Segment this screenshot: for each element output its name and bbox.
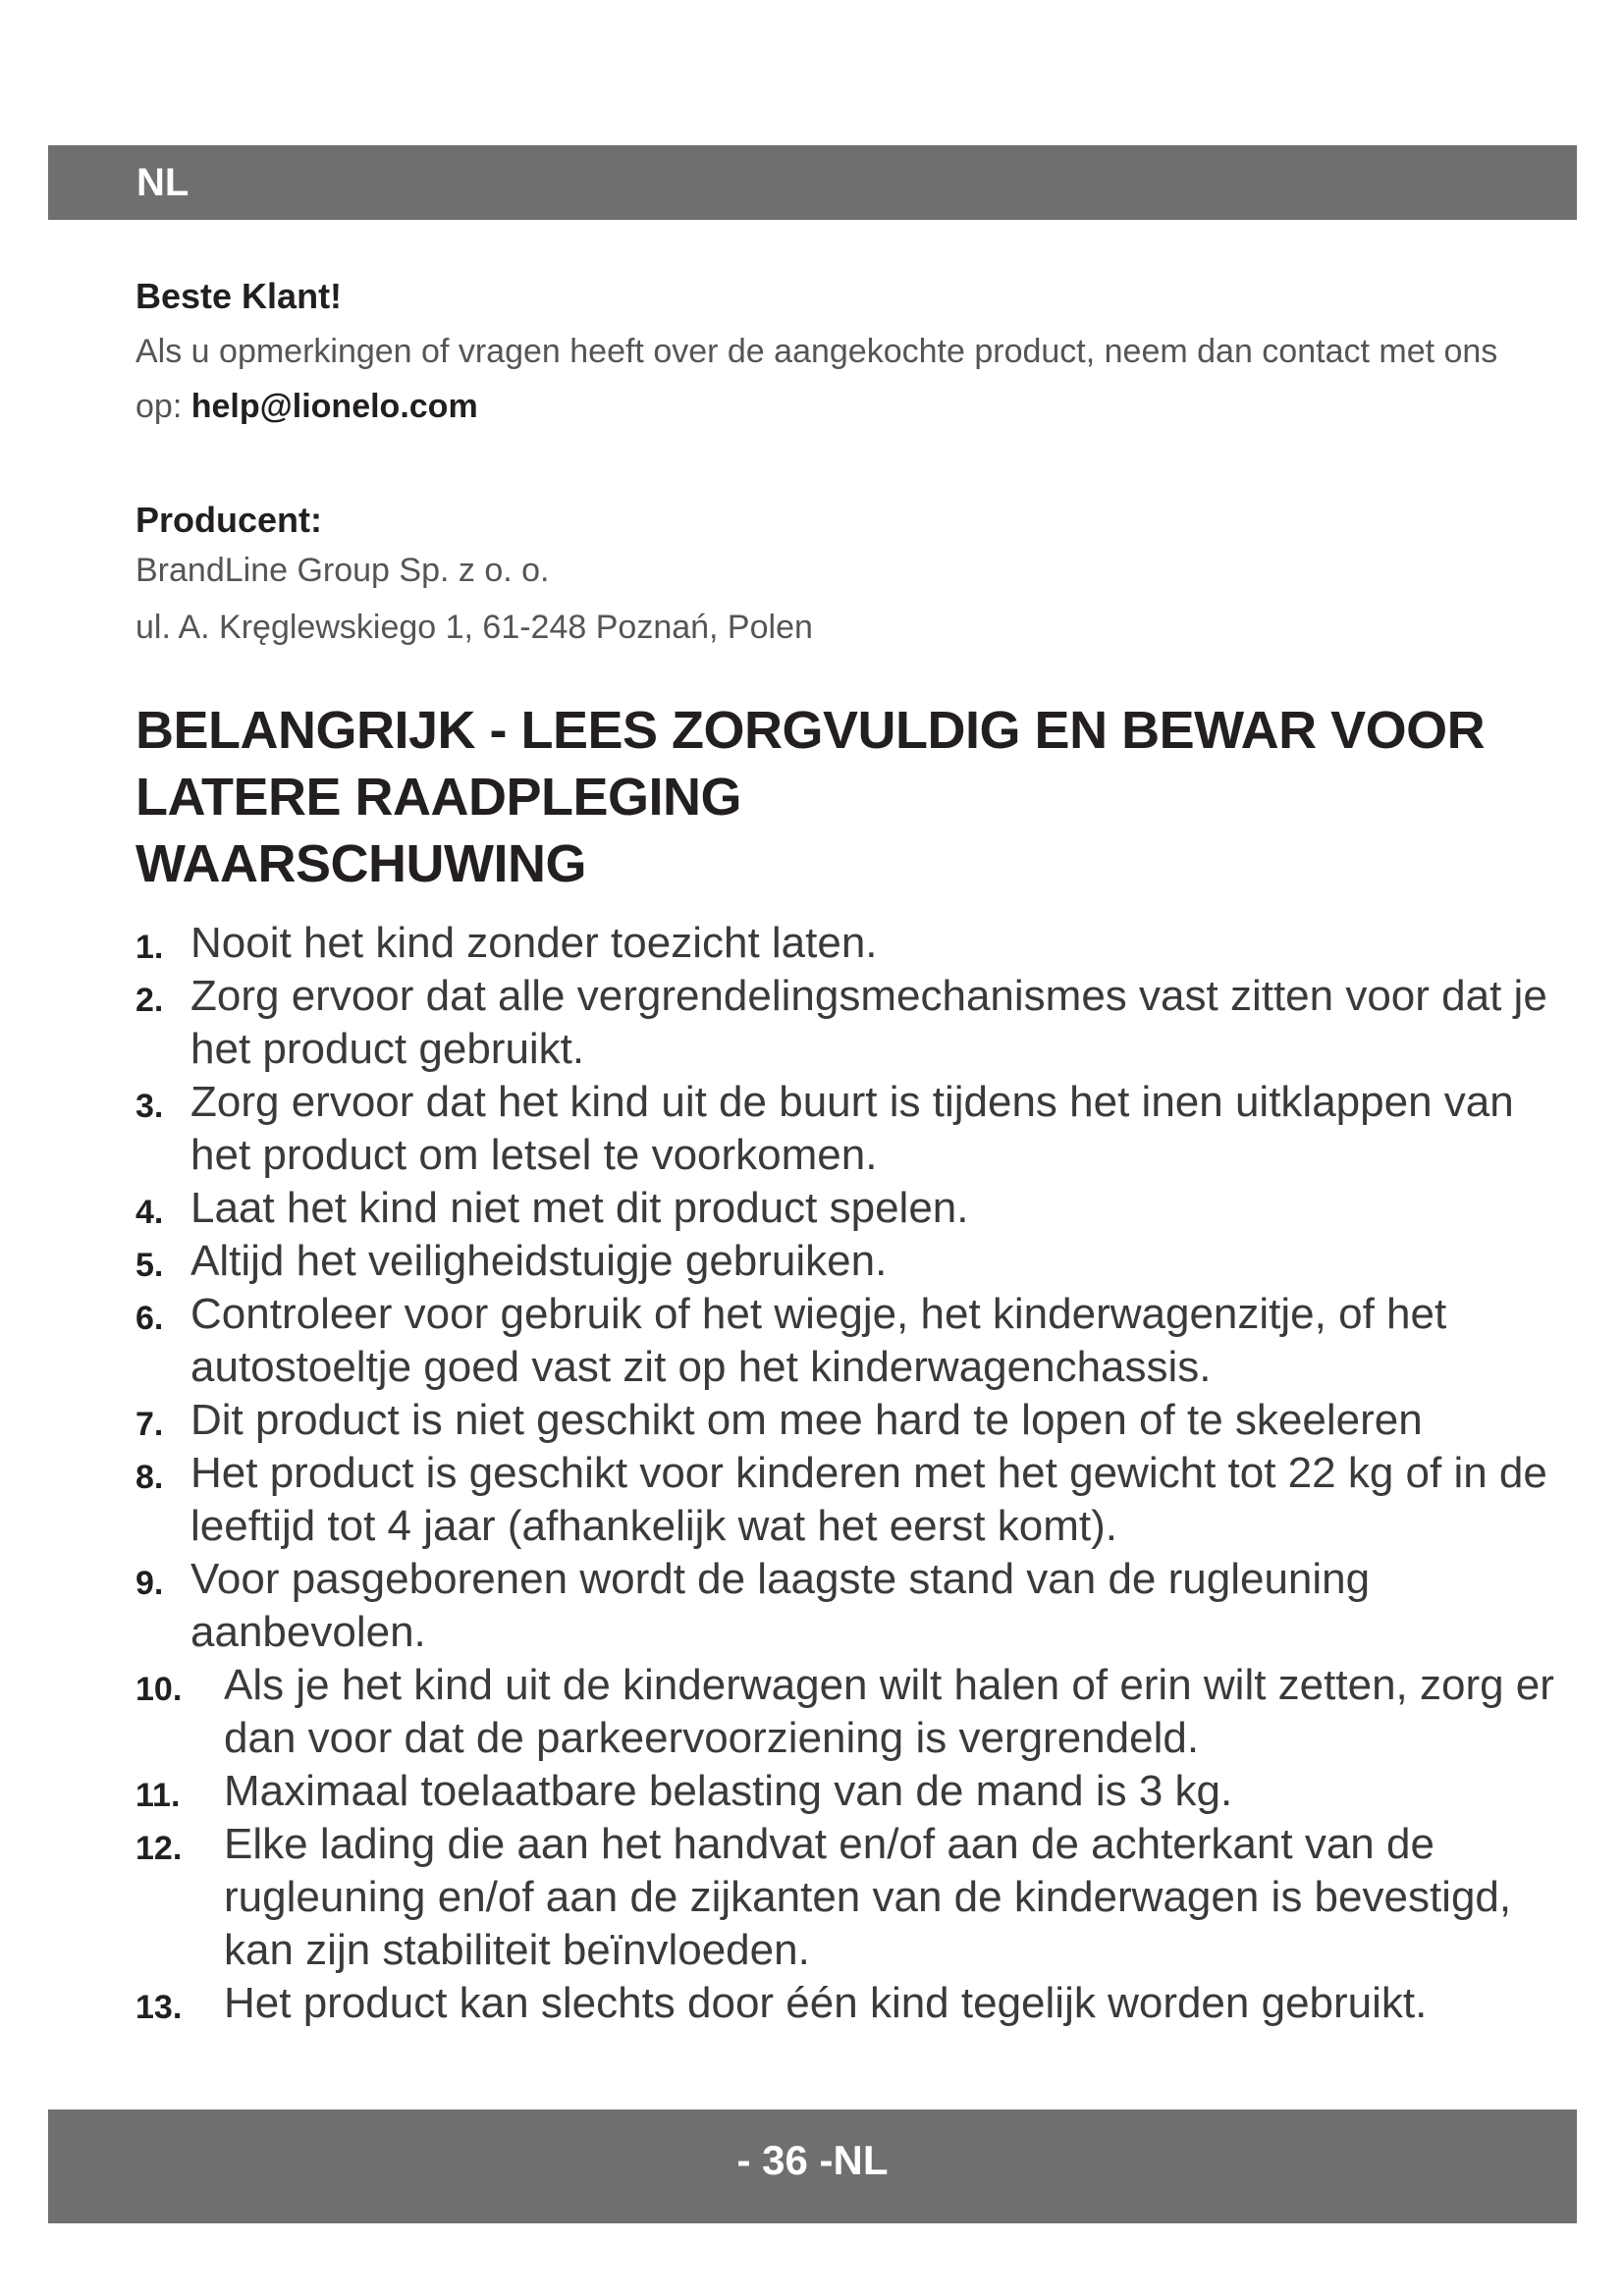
important-heading [135, 697, 1579, 897]
warning-item-text: Als je het kind uit de kinderwagen wilt halen of erin wilt zetten, zorg er dan voor dat de parkeervoorziening is vergrendeld. [224, 1661, 1554, 1762]
contact-email: help@lionelo.com [190, 388, 478, 425]
warning-item-text: Het product kan slechts door één kind tegelijk worden gebruikt. [224, 1979, 1428, 2027]
warning-item [135, 1076, 1579, 1182]
producer-address: ul. A. Kręglewskiego 1, 61-248 Poznań, Polen [135, 609, 813, 646]
warning-item-number: 3. [135, 1088, 164, 1125]
warning-item [135, 917, 1579, 970]
warning-item-text: Laat het kind niet met dit product spelen. [190, 1184, 969, 1232]
warning-item-number: 12. [135, 1830, 183, 1867]
warning-heading: WAARSCHUWING [135, 834, 586, 893]
warning-item-number: 7. [135, 1406, 164, 1443]
warning-item-number: 6. [135, 1300, 164, 1337]
warning-item [135, 1765, 1579, 1818]
warning-item [135, 1553, 1579, 1659]
warning-item-number: 10. [135, 1671, 183, 1708]
important-heading-line-2: LATERE RAADPLEGING [135, 768, 742, 827]
header-bar [48, 145, 1577, 220]
warning-item-text: Nooit het kind zonder toezicht laten. [190, 919, 878, 967]
footer-bar [48, 2109, 1577, 2223]
warning-item [135, 1659, 1579, 1765]
producer-company: BrandLine Group Sp. z o. o. [135, 552, 550, 589]
warning-item-number: 2. [135, 982, 164, 1019]
warning-item [135, 1447, 1579, 1553]
warning-item-number: 9. [135, 1565, 164, 1602]
warning-item-number: 4. [135, 1194, 164, 1231]
warning-item [135, 1288, 1579, 1394]
warning-item-text: Dit product is niet geschikt om mee hard te lopen of te skeeleren [190, 1396, 1423, 1444]
greeting-text [135, 324, 1530, 434]
warning-item-number: 1. [135, 929, 164, 966]
warning-item-text: Zorg ervoor dat het kind uit de buurt is tijdens het inen uitklappen van het product om letsel te voorkomen. [190, 1078, 1514, 1179]
warning-item [135, 970, 1579, 1076]
warning-item-text: Voor pasgeborenen wordt de laagste stand van de rugleuning aanbevolen. [190, 1555, 1371, 1656]
warning-item-number: 8. [135, 1459, 164, 1496]
warning-item-text: Controleer voor gebruik of het wiegje, het kinderwagenzitje, of het autostoeltje goed vast zit op het kinderwagenchassis. [190, 1290, 1447, 1391]
warning-item [135, 1235, 1579, 1288]
page-number: - 36 -NL [736, 2137, 889, 2183]
important-heading-line-1: BELANGRIJK - LEES ZORGVULDIG EN BEWAR VOOR [135, 701, 1486, 760]
warning-item-text: Elke lading die aan het handvat en/of aan de achterkant van de rugleuning en/of aan de zijkanten van de kinderwagen is bevestigd, kan zijn stabiliteit beïnvloeden. [224, 1820, 1512, 1974]
warning-item-text: Altijd het veiligheidstuigje gebruiken. [190, 1237, 888, 1285]
greeting-body: Als u opmerkingen of vragen heeft over de aangekochte product, neem dan contact met ons op: [135, 333, 1498, 425]
warning-item-number: 11. [135, 1777, 181, 1814]
warning-item-number: 13. [135, 1989, 183, 2026]
producer-title: Producent: [135, 500, 323, 540]
warning-item-text: Zorg ervoor dat alle vergrendelingsmechanismes vast zitten voor dat je het product gebruikt. [190, 972, 1547, 1073]
greeting-title: Beste Klant! [135, 276, 343, 316]
warning-item-text: Het product is geschikt voor kinderen met het gewicht tot 22 kg of in de leeftijd tot 4 jaar (afhankelijk wat het eerst komt). [190, 1449, 1547, 1550]
warning-item [135, 1394, 1579, 1447]
warning-item [135, 1977, 1579, 2030]
warning-item-text: Maximaal toelaatbare belasting van de mand is 3 kg. [224, 1767, 1233, 1815]
page-content [135, 275, 1579, 2030]
header-language-label: NL [136, 161, 189, 204]
warning-item-number: 5. [135, 1247, 164, 1284]
warning-item [135, 1182, 1579, 1235]
warning-item [135, 1818, 1579, 1977]
warning-list [135, 917, 1579, 2030]
